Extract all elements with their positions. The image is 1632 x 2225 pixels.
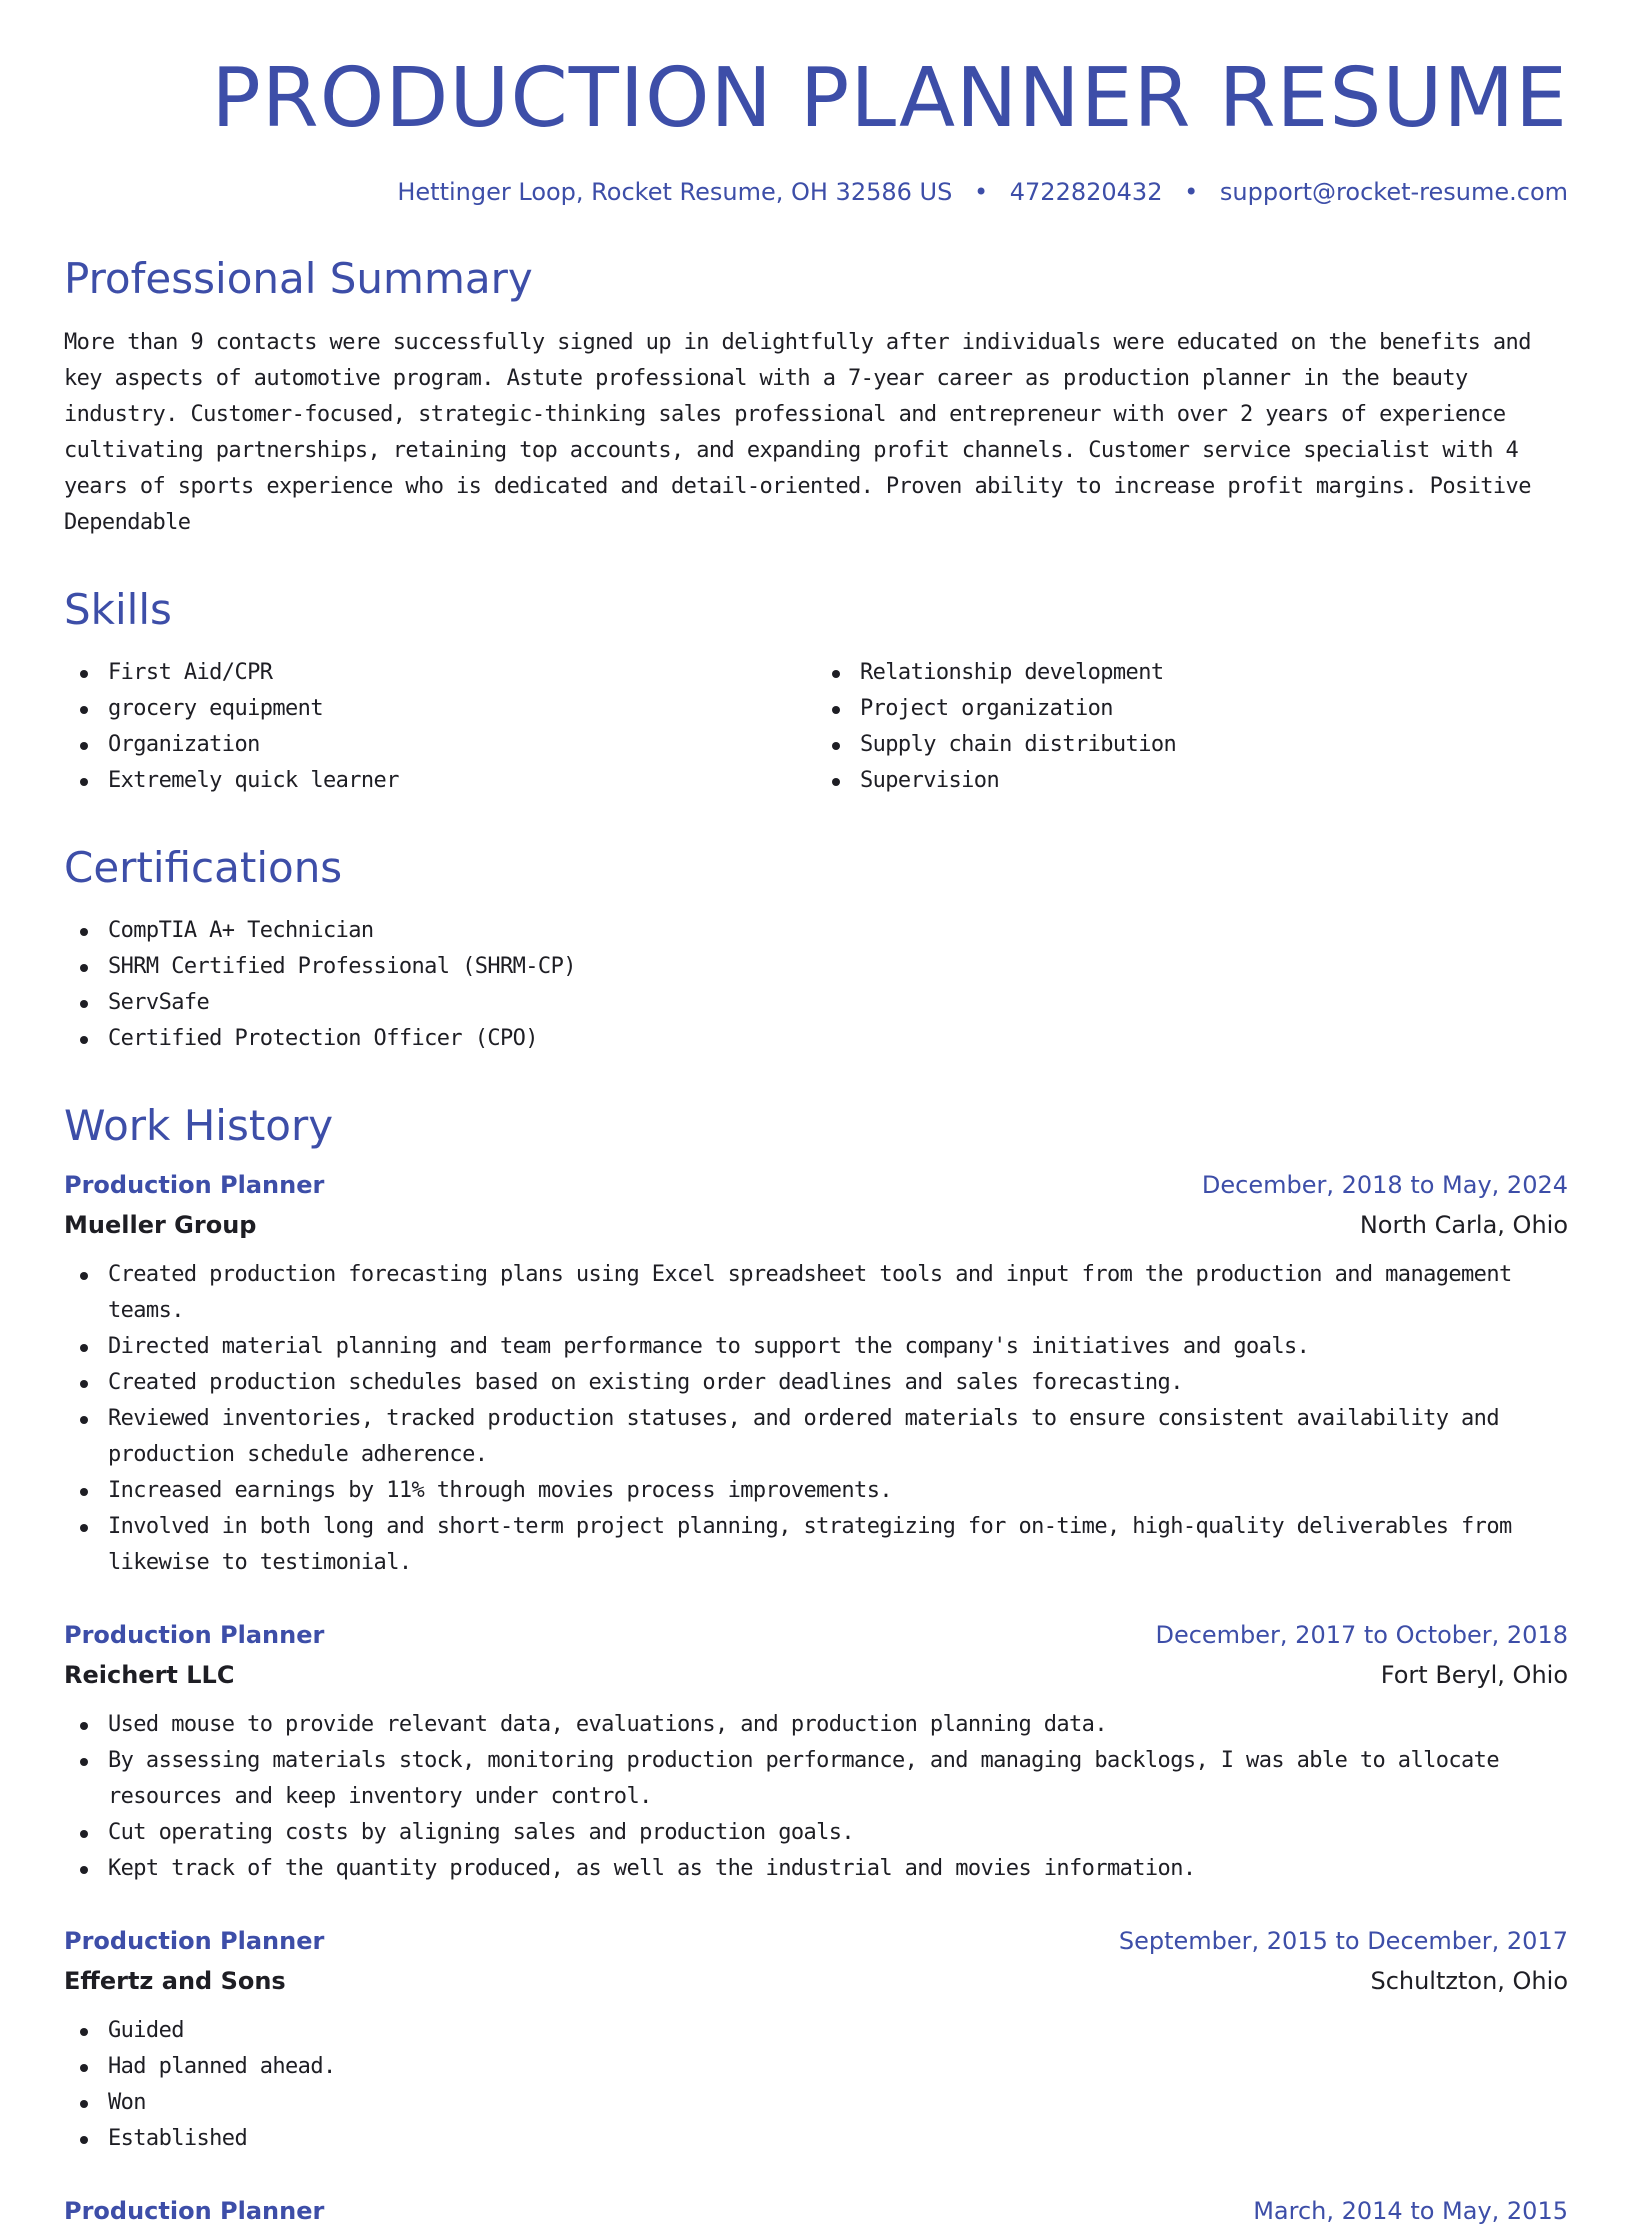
certification-item: CompTIA A+ Technician — [64, 913, 1568, 949]
job-title: Production Planner — [64, 2197, 325, 2225]
job-bullet: Involved in both long and short-term project planning, strategizing for on-time, high-quality deliverables from likewise to testimonial. — [64, 1509, 1568, 1581]
job-header — [64, 1927, 1568, 1955]
job-bullet: Won — [64, 2085, 1568, 2121]
job-bullet: Had planned ahead. — [64, 2049, 1568, 2085]
certifications-heading: Certifications — [64, 842, 343, 892]
work-history-heading: Work History — [64, 1100, 334, 1150]
job-bullets — [64, 1707, 1568, 1887]
page-title: PRODUCTION PLANNER RESUME — [211, 51, 1568, 146]
skill-item: Organization — [64, 727, 816, 763]
job-bullet: Created production schedules based on existing order deadlines and sales forecasting. — [64, 1365, 1568, 1401]
certification-item: Certified Protection Officer (CPO) — [64, 1021, 1568, 1057]
job-bullet: Increased earnings by 11% through movies process improvements. — [64, 1473, 1568, 1509]
job-location: Fort Beryl, Ohio — [1380, 1661, 1568, 1690]
job-subheader — [64, 1955, 1568, 1995]
job-dates: March, 2014 to May, 2015 — [1253, 2197, 1568, 2225]
job-subheader — [64, 1199, 1568, 1239]
job-dates: September, 2015 to December, 2017 — [1118, 1927, 1568, 1956]
job-bullet: Created production forecasting plans using Excel spreadsheet tools and input from the production and management teams. — [64, 1257, 1568, 1329]
contact-address: Hettinger Loop, Rocket Resume, OH 32586 US — [397, 178, 953, 207]
summary-text: More than 9 contacts were successfully signed up in delightfully after individuals were educated on the benefits and key aspects of automotive program. Astute professional with a 7-year career as production planner in the beauty industry. Customer-focused, strategic-thinking sales professional and entrepreneur with over 2 years of experience cultivating partnerships, retaining top accounts, and expanding profit channels. Customer service specialist with 4 years of sports experience who is dedicated and detail-oriented. Proven ability to increase profit margins. Positive Dependable — [64, 329, 1531, 535]
certifications-list — [64, 913, 1568, 1057]
job-entry — [64, 1621, 1568, 1887]
job-bullet: By assessing materials stock, monitoring production performance, and managing backlogs, I was able to allocate resources and keep inventory under control. — [64, 1743, 1568, 1815]
skill-item: Supply chain distribution — [816, 727, 1568, 763]
job-title: Production Planner — [64, 1171, 325, 1200]
job-bullet: Established — [64, 2121, 1568, 2157]
job-title: Production Planner — [64, 1927, 325, 1956]
job-location: North Carla, Ohio — [1359, 1211, 1568, 1240]
contact-separator: • — [973, 178, 989, 207]
job-title: Production Planner — [64, 1621, 325, 1650]
contact-separator: • — [1184, 178, 1199, 207]
job-dates: December, 2018 to May, 2024 — [1201, 1171, 1568, 1200]
skills-heading: Skills — [64, 584, 172, 634]
job-header — [64, 1171, 1568, 1199]
job-entry — [64, 1927, 1568, 2157]
skill-item: grocery equipment — [64, 691, 816, 727]
contact-email: support@rocket-resume.com — [1219, 178, 1568, 207]
skill-item: Supervision — [816, 763, 1568, 799]
skills-right-column — [816, 655, 1568, 799]
skill-item: Project organization — [816, 691, 1568, 727]
certification-item: ServSafe — [64, 985, 1568, 1021]
job-entry — [64, 2197, 1568, 2225]
skills-list — [64, 655, 1568, 799]
job-bullet: Directed material planning and team performance to support the company's initiatives and goals. — [64, 1329, 1568, 1365]
job-subheader — [64, 1649, 1568, 1689]
job-location: Schultzton, Ohio — [1370, 1967, 1568, 1996]
job-bullet: Cut operating costs by aligning sales and production goals. — [64, 1815, 1568, 1851]
job-bullets — [64, 2013, 1568, 2157]
job-entry — [64, 1171, 1568, 1581]
job-bullet: Kept track of the quantity produced, as well as the industrial and movies information. — [64, 1851, 1568, 1887]
contact-phone: 4722820432 — [1009, 178, 1163, 207]
job-header — [64, 2197, 1568, 2225]
skill-item: First Aid/CPR — [64, 655, 816, 691]
job-bullet: Guided — [64, 2013, 1568, 2049]
skills-left-column — [64, 655, 816, 799]
summary-heading: Professional Summary — [64, 254, 533, 304]
job-bullet: Reviewed inventories, tracked production statuses, and ordered materials to ensure consistent availability and production schedule adherence. — [64, 1401, 1568, 1473]
job-company: Reichert LLC — [64, 1661, 235, 1690]
contact-line — [64, 178, 1568, 206]
job-bullet: Used mouse to provide relevant data, evaluations, and production planning data. — [64, 1707, 1568, 1743]
skill-item: Relationship development — [816, 655, 1568, 691]
job-company: Effertz and Sons — [64, 1967, 286, 1996]
job-dates: December, 2017 to October, 2018 — [1155, 1621, 1568, 1650]
certification-item: SHRM Certified Professional (SHRM-CP) — [64, 949, 1568, 985]
job-company: Mueller Group — [64, 1211, 257, 1240]
job-bullets — [64, 1257, 1568, 1581]
job-header — [64, 1621, 1568, 1649]
skill-item: Extremely quick learner — [64, 763, 816, 799]
